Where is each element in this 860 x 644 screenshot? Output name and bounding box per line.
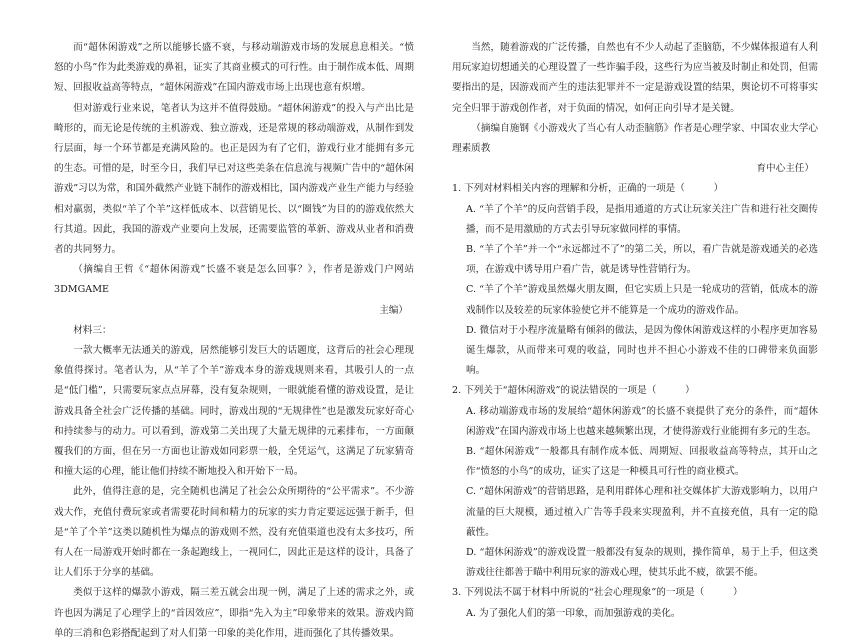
- answer-option: A. “羊了个羊”的反向营销手段，是指用通道的方式让玩家关注广告和进行社交圈传播，而不是用激励的方式去引导玩家做同样的事情。: [466, 203, 818, 235]
- paragraph: 一款大概率无法通关的游戏，居然能够引发巨大的话题度，这背后的社会心理现象值得探讨。笔者认为，从“羊了个羊”游戏本身的游戏规则来看，其吸引人的一点是“低门槛”，只需要玩家点点屏幕，没有复杂规则，一眼就能看懂的游戏设置，是让游戏具备全社会广泛传播的基础。同时，游戏出现的“无规律性”也是激发玩家好奇心和持续参与的动力。可以看到，游戏第二关出现了大量无规律的元素排布，一方面颠覆我们的方面，但在另一方面也让游戏如同彩票一般，全凭运气，这满足了玩家猜奇和撞大运的心理，能让他们持续不断地投入和开始下一局。: [54, 345, 414, 478]
- question-stem: 2. 下列关于“超休闲游戏”的说法错误的一项是（ ）: [452, 385, 695, 397]
- question-2: [452, 381, 818, 583]
- answer-option: A. 为了强化人们的第一印象，而加强游戏的美化。: [466, 607, 681, 619]
- right-column: [452, 38, 818, 624]
- question-stem: 3. 下列说法不属于材料中所说的“社会心理现象”的一项是（ ）: [452, 587, 743, 599]
- paragraph: 此外，值得注意的是，完全随机也满足了社会公众所期待的“公平需求”。不少游戏大作，充值付费玩家或者需要花时间和精力的玩家的实力肯定要远远强于新手，但是“羊了个羊”这类以随机性为爆点的游戏则不然，没有充值渠道也没有太多技巧，所有人在一局游戏开始时都在一条起跑线上，一视同仁，因此正是这样的设计，具备了让人们乐于分享的基础。: [54, 486, 414, 579]
- paragraph: 但对游戏行业来说，笔者认为这并不值得鼓励。“超休闲游戏”的投入与产出比是畸形的，而无论是传统的主机游戏、独立游戏，还是常规的移动端游戏，从制作到发行层面，每一个环节都是充满风险的。也正是因为有了它们，游戏行业才能拥有多元的生态。可惜的是，时至今日，我们早已对这些美条在信息流与视频广告中的“超休闲游戏”习以为常，和国外截然产业链下制作的游戏相比，国内游戏产业生产能力与经验相对羸弱，类似“羊了个羊”这样低成本、以营销见长、以“圈钱”为目的的游戏依然大行其道。因此，我国的游戏产业要向上发展，还需要监管的革新、游戏从业者和消费者的共同努力。: [54, 102, 414, 256]
- answer-option: B. “超休闲游戏”一般都具有制作成本低、周期短、回报收益高等特点，其开山之作“愤怒的小鸟”的成功，证实了这是一种模具可行性的商业模式。: [466, 446, 818, 478]
- answer-option: C. “超休闲游戏”的营销思路，是利用群体心理和社交媒体扩大游戏影响力，以用户流量的巨大规模，通过植入广告等手段来实现盈利，并不直接充值，具有一定的隐蔽性。: [466, 486, 818, 538]
- source-citation: （摘编自王哲《“超休闲游戏”长盛不衰是怎么回事？》，作者是游戏门户网站 3DMGAME: [54, 264, 414, 296]
- paragraph: 而“超休闲游戏”之所以能够长盛不衰，与移动端游戏市场的发展息息相关。“愤怒的小鸟”作为此类游戏的鼻祖，证实了其商业模式的可行性。由于制作成本低、周期短、回报收益高等特点，“超休闲游戏”在国内游戏市场上出现也意有炽增。: [54, 42, 414, 94]
- question-1: [452, 179, 818, 381]
- material-heading: 材料三：: [73, 324, 112, 336]
- answer-option: D. “超休闲游戏”的游戏设置一般都没有复杂的规则，操作简单，易于上手，但这类游戏往往都善于瞄中利用玩家的游戏心理，使其乐此不疲，欲罢不能。: [466, 547, 818, 579]
- paragraph: 当然，随着游戏的广泛传播，自然也有不少人动起了歪脑筋，不少媒体报道有人利用玩家迫切想通关的心理设置了一些诈骗手段，这些行为应当被及时制止和处罚，但需要指出的是，因游戏而产生的违法犯罪并不一定是游戏设置的结果，舆论切不可将事实完全归罪于游戏创作者，对于负面的情况，如何正向引导才是关键。: [452, 42, 818, 114]
- source-citation: （摘编自施钢《小游戏火了当心有人动歪脑筋》作者是心理学家、中国农业大学心理素质教: [452, 122, 818, 155]
- answer-option: A. 移动端游戏市场的发展给“超休闲游戏”的长盛不衰提供了充分的条件，而“超休闲游戏”在国内游戏市场上也越来越频繁出现，才使得游戏行业能拥有多元的生态。: [466, 405, 818, 437]
- question-stem: 1. 下列对材料相关内容的理解和分析，正确的一项是（ ）: [452, 183, 724, 195]
- answer-option: C. “羊了个羊”游戏虽然爆火朋友圈，但它实质上只是一轮成功的营销，低成本的游戏制作以及较差的玩家体验使它并不能算是一个成功的游戏作品。: [466, 284, 818, 316]
- paragraph: 类似于这样的爆款小游戏，隔三差五就会出现一例，满足了上述的需求之外，或许也因为满足了心理学上的“首因效应”，即指“先入为主”印象带来的效果。游戏内简单的三消和色彩搭配起到了对人们第一印象的美化作用，进而强化了其传播效果。: [54, 587, 414, 639]
- answer-option: B. “羊了个羊”并一个“永远都过不了”的第二关，所以，看广告就是游戏通关的必选项，在游戏中诱导用户看广告，就是诱导性营销行为。: [466, 244, 818, 276]
- answer-option: D. 微信对于小程序流量略有倾斜的做法，是因为像休闲游戏这样的小程序更加容易诞生爆款，从而带来可观的收益，同时也并不担心小游戏不佳的口碑带来负面影响。: [466, 324, 818, 377]
- source-citation-end: 育中心主任）: [756, 163, 814, 175]
- source-citation-end: 主编）: [379, 304, 408, 316]
- question-3: [452, 583, 818, 623]
- left-column: [54, 38, 414, 644]
